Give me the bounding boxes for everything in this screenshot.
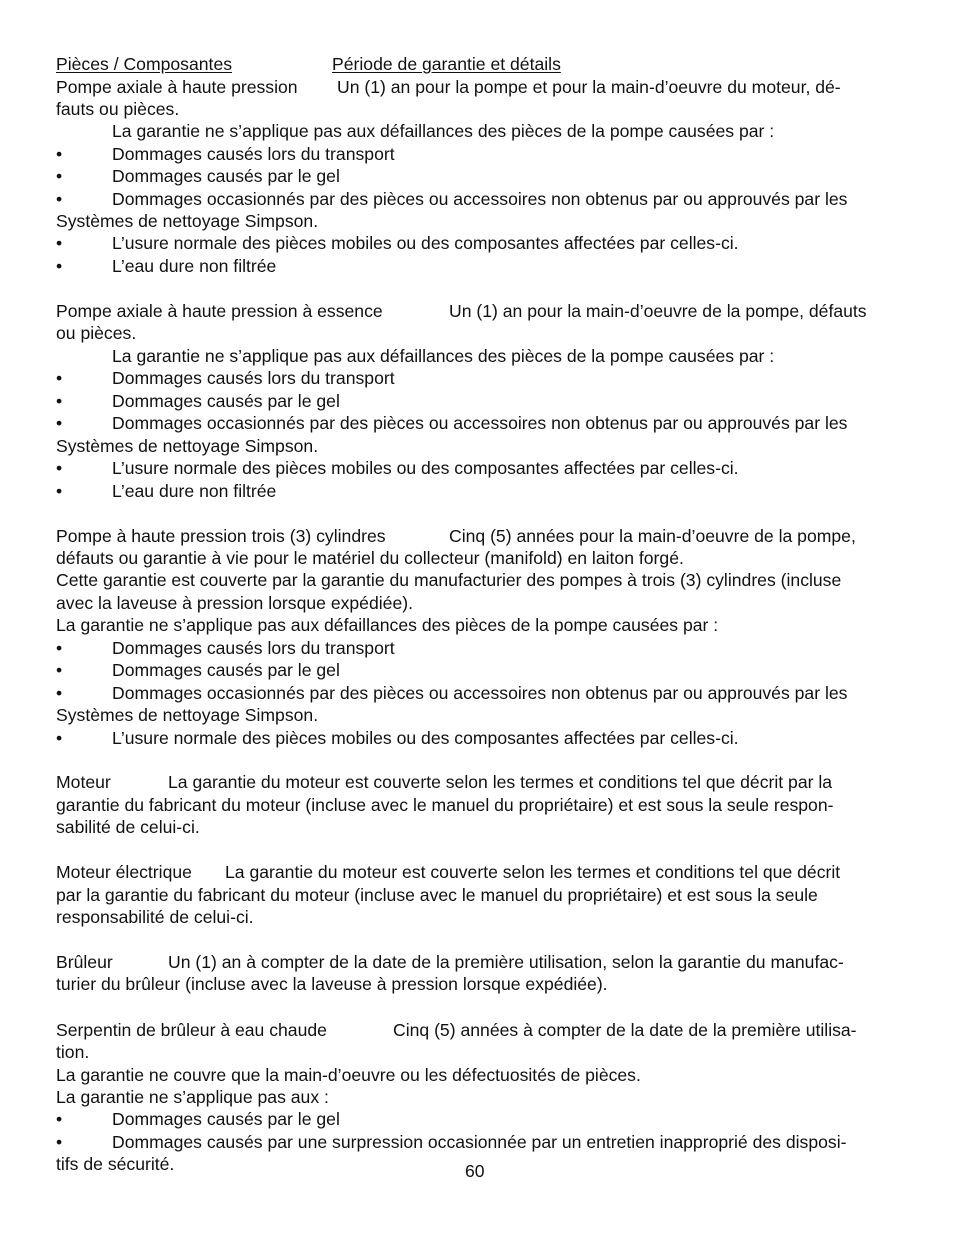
bullet-text: Dommages causés lors du transport bbox=[112, 368, 395, 388]
header-parts-label: Pièces / Composantes bbox=[56, 54, 233, 74]
warranty-period-cont: fauts ou pièces. bbox=[56, 99, 180, 119]
warranty-period-cont: turier du brûleur (incluse avec la laveuse à pression lorsque expédiée). bbox=[56, 974, 608, 994]
bullet-text: Dommages causés par le gel bbox=[112, 660, 340, 680]
warranty-period-cont: sabilité de celui-ci. bbox=[56, 817, 200, 837]
bullet-icon: • bbox=[56, 166, 63, 186]
bullet-text: L’usure normale des pièces mobiles ou des composantes affectées par celles-ci. bbox=[112, 728, 739, 748]
bullet-text-cont: Systèmes de nettoyage Simpson. bbox=[56, 211, 319, 231]
exclusion-intro: La garantie ne s’applique pas aux : bbox=[56, 1087, 329, 1107]
warranty-period: Un (1) an à compter de la date de la première utilisation, selon la garantie du manufac- bbox=[168, 952, 844, 972]
warranty-period-cont: ou pièces. bbox=[56, 323, 137, 343]
bullet-text: Dommages occasionnés par des pièces ou accessoires non obtenus par ou approuvés par les bbox=[112, 413, 848, 433]
bullet-icon: • bbox=[56, 368, 63, 388]
bullet-text: Dommages causés par une surpression occasionnée par un entretien inapproprié des disposi- bbox=[112, 1132, 847, 1152]
bullet-icon: • bbox=[56, 1132, 63, 1152]
section-title: Moteur bbox=[56, 772, 111, 792]
bullet-icon: • bbox=[56, 233, 63, 253]
bullet-text: L’usure normale des pièces mobiles ou des composantes affectées par celles-ci. bbox=[112, 233, 739, 253]
warranty-period: La garantie du moteur est couverte selon les termes et conditions tel que décrit par la bbox=[168, 772, 833, 792]
coverage-note-cont: avec la laveuse à pression lorsque expédiée). bbox=[56, 593, 413, 613]
bullet-text: Dommages causés par le gel bbox=[112, 391, 340, 411]
bullet-text: Dommages causés lors du transport bbox=[112, 638, 395, 658]
bullet-icon: • bbox=[56, 458, 63, 478]
bullet-icon: • bbox=[56, 683, 63, 703]
section-title: Moteur électrique bbox=[56, 862, 192, 882]
warranty-period: Un (1) an pour la main-d’oeuvre de la pompe, défauts bbox=[449, 301, 867, 321]
bullet-icon: • bbox=[56, 1109, 63, 1129]
exclusion-intro: La garantie ne s’applique pas aux défaillances des pièces de la pompe causées par : bbox=[112, 121, 775, 141]
warranty-period-cont: responsabilité de celui-ci. bbox=[56, 907, 254, 927]
bullet-icon: • bbox=[56, 481, 63, 501]
section-title: Serpentin de brûleur à eau chaude bbox=[56, 1020, 327, 1040]
bullet-text: L’usure normale des pièces mobiles ou des composantes affectées par celles-ci. bbox=[112, 458, 739, 478]
section-title: Brûleur bbox=[56, 952, 113, 972]
bullet-text: L’eau dure non filtrée bbox=[112, 481, 277, 501]
bullet-icon: • bbox=[56, 638, 63, 658]
bullet-text: Dommages causés lors du transport bbox=[112, 144, 395, 164]
bullet-text-cont: Systèmes de nettoyage Simpson. bbox=[56, 705, 319, 725]
section-title: Pompe à haute pression trois (3) cylindres bbox=[56, 526, 386, 546]
bullet-icon: • bbox=[56, 391, 63, 411]
bullet-icon: • bbox=[56, 144, 63, 164]
warranty-period: Cinq (5) années à compter de la date de la première utilisa- bbox=[393, 1020, 857, 1040]
warranty-period: La garantie du moteur est couverte selon les termes et conditions tel que décrit bbox=[225, 862, 841, 882]
exclusion-intro: La garantie ne s’applique pas aux défaillances des pièces de la pompe causées par : bbox=[56, 615, 719, 635]
bullet-text: L’eau dure non filtrée bbox=[112, 256, 277, 276]
exclusion-intro: La garantie ne s’applique pas aux défaillances des pièces de la pompe causées par : bbox=[112, 346, 775, 366]
header-warranty-label: Période de garantie et détails bbox=[332, 54, 561, 74]
bullet-text: Dommages occasionnés par des pièces ou accessoires non obtenus par ou approuvés par les bbox=[112, 683, 848, 703]
bullet-icon: • bbox=[56, 413, 63, 433]
bullet-icon: • bbox=[56, 189, 63, 209]
bullet-text: Dommages occasionnés par des pièces ou accessoires non obtenus par ou approuvés par les bbox=[112, 189, 848, 209]
bullet-icon: • bbox=[56, 256, 63, 276]
section-title: Pompe axiale à haute pression bbox=[56, 77, 298, 97]
warranty-period-cont: défauts ou garantie à vie pour le matériel du collecteur (manifold) en laiton forgé. bbox=[56, 548, 684, 568]
page-number: 60 bbox=[465, 1161, 485, 1181]
warranty-period: Un (1) an pour la pompe et pour la main-d’oeuvre du moteur, dé- bbox=[337, 77, 841, 97]
warranty-period-cont: garantie du fabricant du moteur (incluse avec le manuel du propriétaire) et est sous la seule respon- bbox=[56, 795, 834, 815]
warranty-period-cont: par la garantie du fabricant du moteur (incluse avec le manuel du propriétaire) et est sous la seule bbox=[56, 885, 818, 905]
bullet-text: Dommages causés par le gel bbox=[112, 166, 340, 186]
bullet-text-cont: Systèmes de nettoyage Simpson. bbox=[56, 436, 319, 456]
coverage-note: La garantie ne couvre que la main-d’oeuvre ou les défectuosités de pièces. bbox=[56, 1065, 641, 1085]
warranty-period: Cinq (5) années pour la main-d’oeuvre de la pompe, bbox=[449, 526, 856, 546]
bullet-text: Dommages causés par le gel bbox=[112, 1109, 340, 1129]
coverage-note: Cette garantie est couverte par la garantie du manufacturier des pompes à trois (3) cylindres (incluse bbox=[56, 570, 842, 590]
bullet-text-cont: tifs de sécurité. bbox=[56, 1154, 175, 1174]
bullet-icon: • bbox=[56, 660, 63, 680]
bullet-icon: • bbox=[56, 728, 63, 748]
warranty-period-cont: tion. bbox=[56, 1042, 90, 1062]
section-title: Pompe axiale à haute pression à essence bbox=[56, 301, 383, 321]
